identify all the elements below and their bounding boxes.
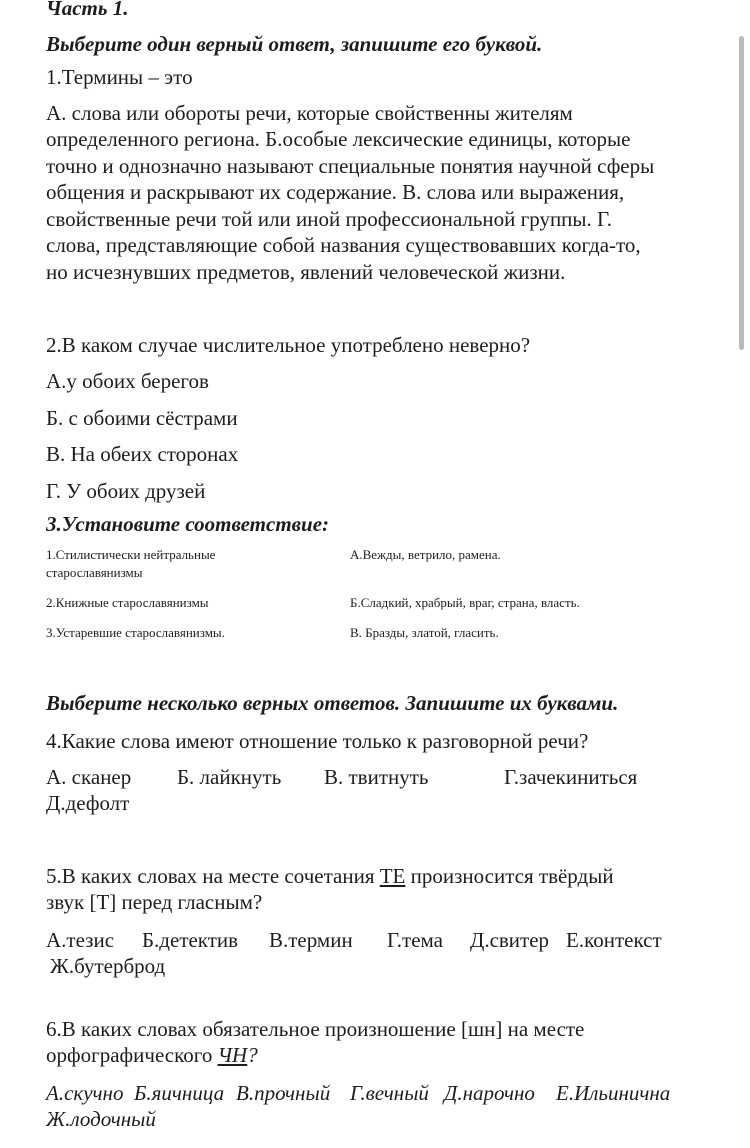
question-6: 6.В каких словах обязательное произношение [шн] на месте <box>46 1017 585 1041</box>
q6-option: Е.Ильинична <box>556 1081 671 1105</box>
q5-option: Е.контекст <box>566 928 662 952</box>
question-4: 4.Какие слова имеют отношение только к разговорной речи? <box>46 729 589 753</box>
q6-option: Г.вечный <box>350 1081 429 1105</box>
q5-option: В.термин <box>269 928 353 952</box>
q2-option: В. На обеих сторонах <box>46 442 239 466</box>
q1-text-line: но исчезнувших предметов, явлений человеческой жизни. <box>46 260 566 284</box>
q1-text-line: общения и раскрывают их содержание. В. слова или выражения, <box>46 180 625 204</box>
q6-underlined-chn: ЧН <box>217 1043 248 1067</box>
q5-option: Г.тема <box>387 928 443 952</box>
question-1: 1.Термины – это <box>46 65 193 89</box>
q6-option: Ж.лодочный <box>46 1107 156 1131</box>
q3-left-item: 3.Устаревшие старославянизмы. <box>46 625 225 640</box>
q6-option: Б.яичница <box>134 1081 225 1105</box>
q3-left-item: 1.Стилистически нейтральные <box>46 547 216 562</box>
q3-left-item: 2.Книжные старославянизмы <box>46 595 209 610</box>
q3-right-item: А.Вежды, ветрило, рамена. <box>350 547 501 562</box>
instruction-single: Выберите один верный ответ, запишите его буквой. <box>46 32 543 56</box>
q6-question-post: ? <box>247 1043 258 1067</box>
q3-right-item: В. Бразды, златой, гласить. <box>350 625 499 640</box>
q4-option: Б. лайкнуть <box>177 765 282 789</box>
q6-options-row <box>46 1080 706 1106</box>
q4-option: В. твитнуть <box>324 765 429 789</box>
question-5 <box>46 863 614 889</box>
q4-option: Д.дефолт <box>46 791 130 815</box>
q1-text-line: точно и однозначно называют специальные понятия научной сферы <box>46 154 655 178</box>
question-2: 2.В каком случае числительное употреблено неверно? <box>46 333 531 357</box>
vertical-scrollbar[interactable] <box>739 36 744 350</box>
q5-option: Б.детектив <box>142 928 239 952</box>
q5-option: А.тезис <box>46 928 115 952</box>
q4-options-row <box>46 764 696 790</box>
q1-text-line: А. слова или обороты речи, которые свойственны жителям <box>46 101 573 125</box>
q3-left-item-cont: старославянизмы <box>46 565 143 580</box>
q4-option: Г.зачекиниться <box>504 765 638 789</box>
q3-right-item: Б.Сладкий, храбрый, враг, страна, власть. <box>350 595 580 610</box>
q6-option: В.прочный <box>236 1081 331 1105</box>
q1-text-line: слова, представляющие собой названия существовавших когда-то, <box>46 233 641 257</box>
q6-option: А.скучно <box>46 1081 124 1105</box>
q5-question-pre: 5.В каких словах на месте сочетания <box>46 864 380 888</box>
question-5-line2: звук [Т] перед гласным? <box>46 890 263 914</box>
q5-question-post: произносится твёрдый <box>405 864 614 888</box>
part-title: Часть 1. <box>46 0 129 20</box>
question-3: 3.Установите соответствие: <box>46 512 330 536</box>
instruction-multiple: Выберите несколько верных ответов. Запишите их буквами. <box>46 691 619 715</box>
q2-option: А.у обоих берегов <box>46 369 209 393</box>
question-6-line2 <box>46 1042 258 1068</box>
q6-question-pre: орфографического <box>46 1043 218 1067</box>
q4-option: А. сканер <box>46 765 132 789</box>
q5-option: Д.свитер <box>470 928 550 952</box>
q1-text-line: свойственные речи той или иной профессиональной группы. Г. <box>46 207 613 231</box>
q5-underlined-te: ТЕ <box>379 864 406 888</box>
q6-option: Д.нарочно <box>444 1081 535 1105</box>
q2-option: Г. У обоих друзей <box>46 479 206 503</box>
q2-option: Б. с обоими сёстрами <box>46 406 238 430</box>
q1-text-line: определенного региона. Б.особые лексические единицы, которые <box>46 127 631 151</box>
q5-option: Ж.бутерброд <box>50 954 166 978</box>
q5-options-row <box>46 927 706 953</box>
